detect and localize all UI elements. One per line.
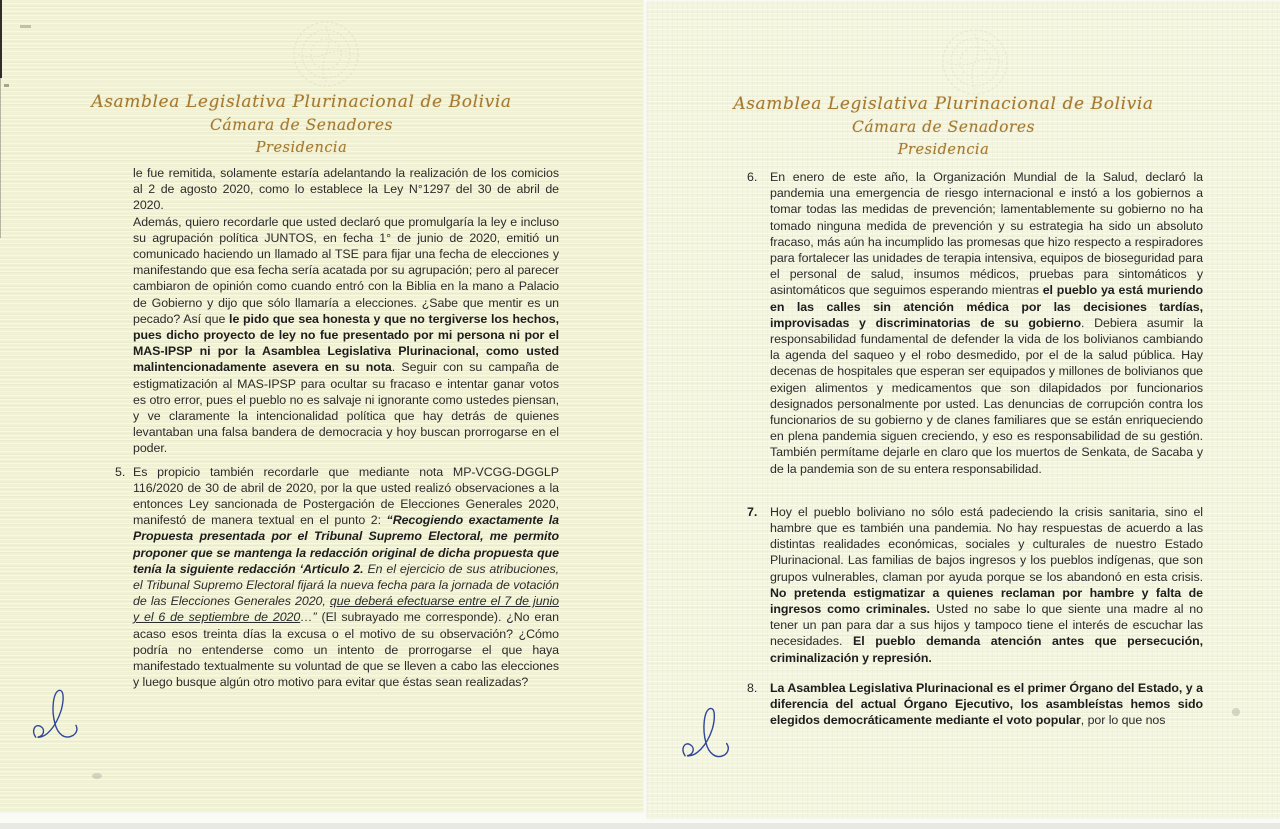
item-number: 8. bbox=[747, 680, 758, 695]
paragraph-ademas: Además, quiero recordarle que usted declaró que promulgaría la ley e incluso su agrupación política JUNTOS, en fecha 1° de junio de 2020, emitió un comunicado haciendo un llamado al TSE para fijar una fecha de elecciones y manifestando que esa fecha sería acatada por su agrupación; pero al parecer cambiaron de opinión como cuando entró con la Biblia en la mano a Palacio de Gobierno y dijo que sólo llamaría a elecciones. ¿Sabe que mentir es un pecado? Así que le pido que sea honesta y que no tergiverse los hechos, pues dicho proyecto de ley no fue presentado por mi persona ni por el MAS-IPSP ni por la Asamblea Legislativa Plurinacional, como usted malintencionadamente asevera en su nota. Seguir con su campaña de estigmatización al MAS-IPSP para ocultar su fracaso e intentar ganar votos es otro error, pues el pueblo no es salvaje ni ignorante como ustedes piensan, y ve claramente la intencionalidad política que hay detrás de quienes levantaban una falsa bandera de democracia y hoy buscan prorrogarse en el poder. bbox=[133, 214, 560, 456]
letterhead bbox=[0, 90, 603, 159]
letter-page-2 bbox=[647, 2, 1280, 818]
letterhead-office: Presidencia bbox=[255, 140, 348, 156]
scan-smudge bbox=[92, 773, 102, 779]
item-text: En enero de este año, la Organización Mundial de la Salud, declaró la pandemia una emergencia de riesgo internacional e instó a los gobiernos a tomar todas las medidas de prevención; lamentablemente su gobierno no ha tomado ninguna medida de prevención y su estrategia ha sido un absoluto fracaso, más aún ha incumplido las promesas que hizo respecto a respiradores para fortalecer las unidades de terapia intensiva, equipos de bioseguridad para el personal de salud, insumos médicos, pruebas para sintomáticos y asintomáticos que seguimos esperando mientras el pueblo ya está muriendo en las calles sin atención médica por las decisiones tardías, improvisadas y discriminatorias de su gobierno. Debiera asumir la responsabilidad fundamental de defender la vida de los bolivianos cambiando la agenda del saqueo y el robo desmedido, por el de la salud pública. Hay decenas de hospitales que esperan ser equipados y millones de bolivianos que exigen alimentos y medicamentos que son dilapidados por funcionarios designados personalmente por usted. Las denuncias de corrupción contra los funcionarios de su gobierno y de clanes familiares que se están enriqueciendo en plena pandemia siguen creciendo, y eso es responsabilidad de su gestión. También permítame dejarle en claro que los muertos de Senkata, de Sacaba y de la pandemia son de su entera responsabilidad. bbox=[770, 170, 1203, 476]
letterhead-institution: Asamblea Legislativa Plurinacional de Bolivia bbox=[733, 94, 1154, 114]
item-text: Es propicio también recordarle que mediante nota MP-VCGG-DGGLP 116/2020 de 30 de abril de 2020, por la que usted realizó observaciones a la entonces Ley sancionada de Postergación de Elecciones Generales 2020, manifestó de manera textual en el punto 2: “Recogiendo exactamente la Propuesta presentada por el Tribunal Supremo Electoral, me permito proponer que se mantenga la redacción original de dicha propuesta que tenía la siguiente redacción ‘Articulo 2. En el ejercicio de sus atribuciones, el Tribunal Supremo Electoral fijará la nueva fecha para la jornada de votación de las Elecciones Generales 2020, que deberá efectuarse entre el 7 de junio y el 6 de septiembre de 2020…” (El subrayado me corresponde). ¿No eran acaso esos treinta días la excusa o el motivo de su observación? ¿Cómo podría no entenderse como un intento de prorrogarse el que haya manifestado textualmente su voluntad de que se lleven a cabo las elecciones y luego busque algún otro motivo para evitar que éstas sean realizadas? bbox=[133, 464, 560, 690]
letter-page-1 bbox=[0, 0, 643, 812]
list-item-8 bbox=[747, 680, 1203, 729]
letterhead-institution: Asamblea Legislativa Plurinacional de Bolivia bbox=[91, 92, 512, 112]
item-text: Hoy el pueblo boliviano no sólo está padeciendo la crisis sanitaria, sino el hambre que es también una pandemia. No hay respuestas de acuerdo a las distintas realidades económicas, sociales y culturales de nuestro Estado Plurinacional. Las familias de bajos ingresos y los pueblos indígenas, que son grupos vulnerables, claman por ayuda porque se los abandonó en esta crisis. No pretenda estigmatizar a quienes reclaman por hambre y falta de ingresos como criminales. Usted no sabe lo que siente una madre al no tener un pan para dar a sus hijos y tampoco tiene el interés de escuchar las necesidades. El pueblo demanda atención antes que persecución, criminalización y represión. bbox=[770, 504, 1204, 665]
embossed-seal bbox=[288, 16, 364, 92]
paragraph-continuation: le fue remitida, solamente estaría adelantando la realización de los comicios al 2 de agosto 2020, como lo establece la Ley N°1297 del 30 de abril de 2020. bbox=[133, 166, 559, 213]
letterhead-chamber: Cámara de Senadores bbox=[210, 116, 393, 134]
signature-rubric bbox=[675, 703, 733, 769]
scan-speck bbox=[4, 84, 9, 87]
scanner-background bbox=[0, 823, 1280, 829]
list-item-6 bbox=[747, 169, 1203, 477]
signature-rubric bbox=[26, 686, 82, 750]
scan-edge-artifact bbox=[0, 78, 1, 238]
letterhead bbox=[647, 92, 1240, 161]
scan-edge-artifact bbox=[0, 0, 2, 78]
page-2-body bbox=[747, 169, 1203, 729]
page-1-body bbox=[115, 165, 559, 691]
letterhead-chamber: Cámara de Senadores bbox=[852, 118, 1035, 136]
item-number: 7. bbox=[747, 504, 758, 519]
list-item-7 bbox=[747, 504, 1203, 666]
item-number: 6. bbox=[747, 170, 758, 184]
item-number: 5. bbox=[115, 464, 126, 479]
scan-speck bbox=[20, 25, 31, 28]
list-item-5 bbox=[115, 464, 559, 691]
item-text: La Asamblea Legislativa Plurinacional es el primer Órgano del Estado, y a diferencia del actual Órgano Ejecutivo, los asambleístas hemos sido elegidos democráticamente mediante el voto popular, por lo que nos bbox=[770, 680, 1203, 728]
embossed-seal bbox=[937, 24, 1013, 100]
scan-smudge bbox=[1232, 708, 1240, 716]
letterhead-office: Presidencia bbox=[897, 142, 990, 158]
